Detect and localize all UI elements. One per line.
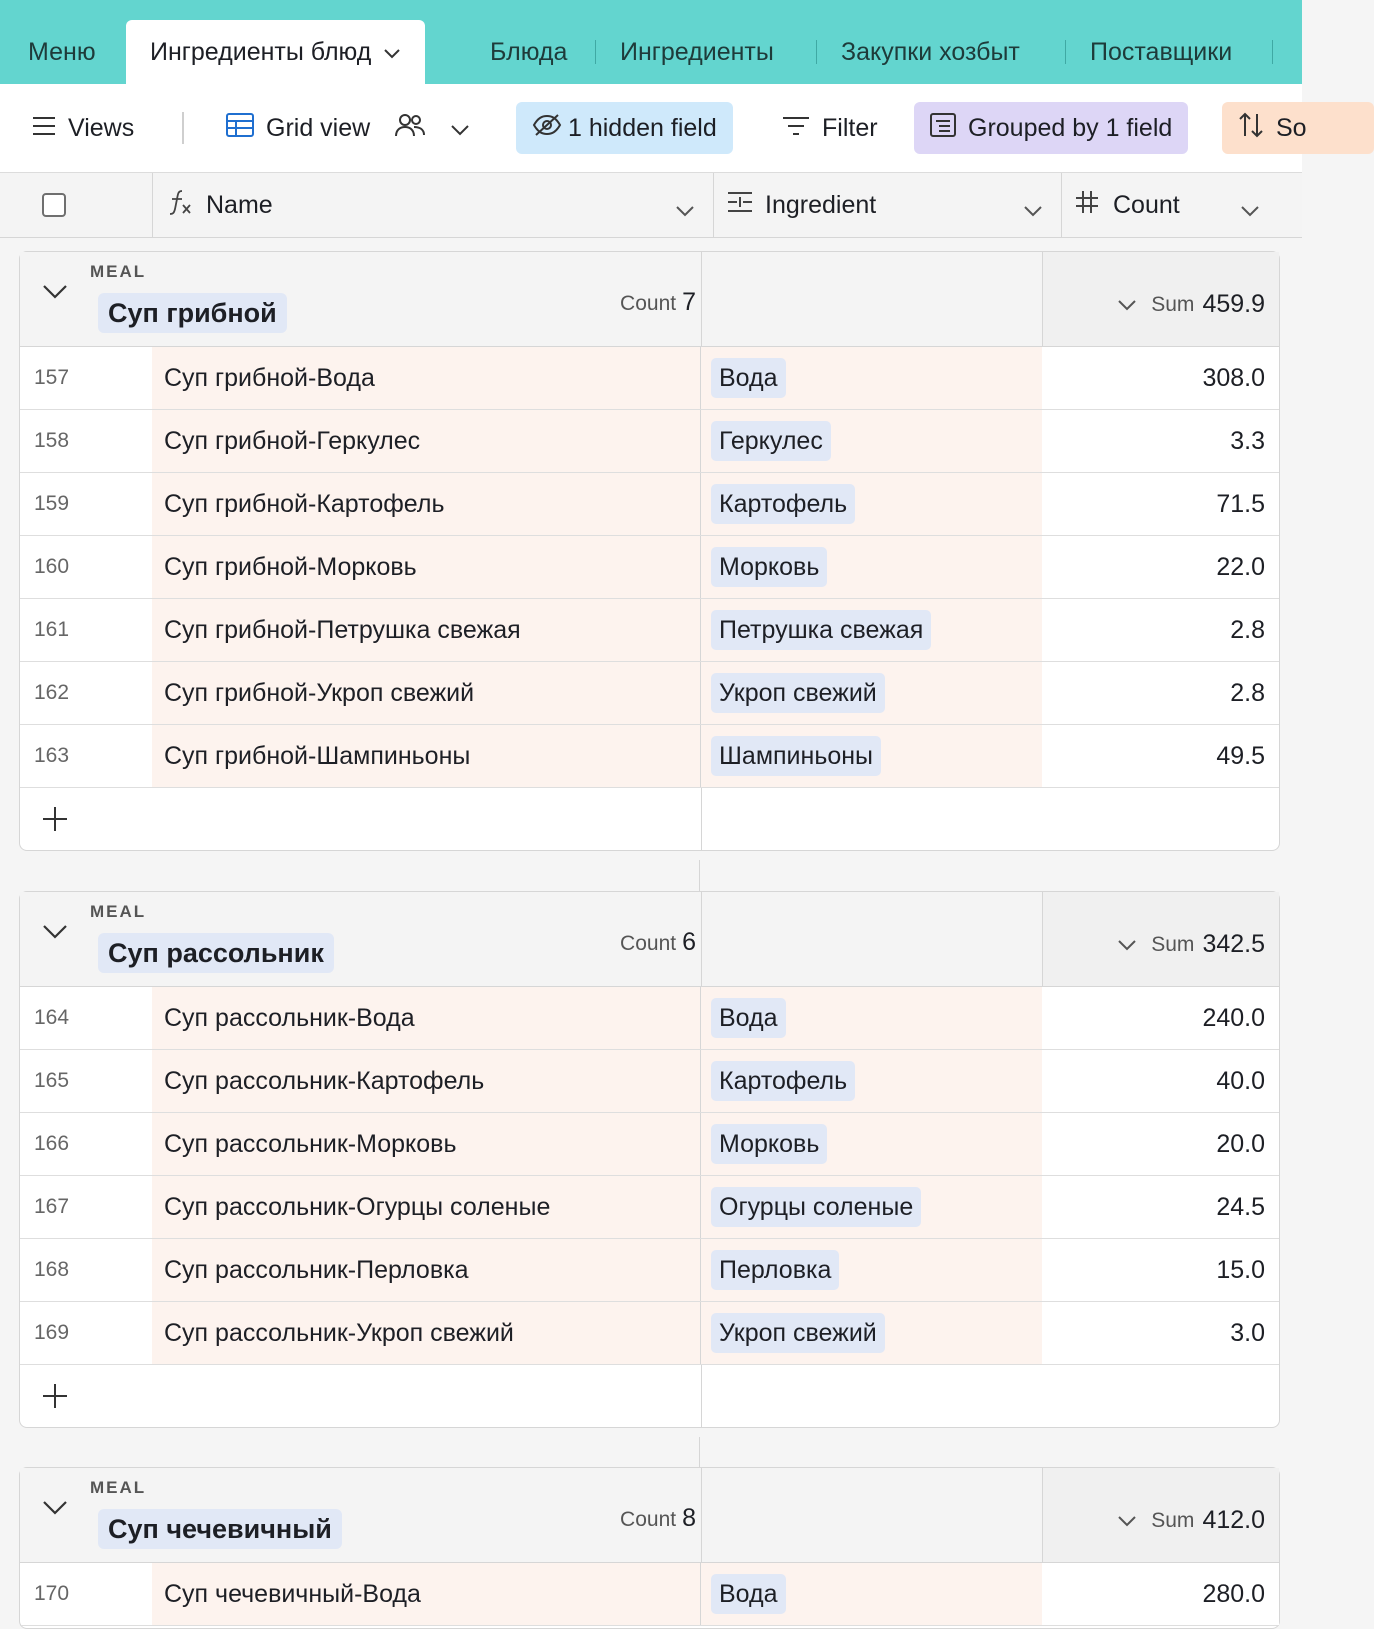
row-number: 166 bbox=[34, 1132, 70, 1155]
row-number: 157 bbox=[34, 366, 70, 389]
count-cell[interactable]: 2.8 bbox=[1042, 662, 1279, 724]
tab-purchases[interactable] bbox=[841, 20, 1020, 84]
chevron-down-icon[interactable] bbox=[675, 195, 695, 224]
ingredient-cell[interactable] bbox=[701, 725, 1042, 787]
ingredient-cell[interactable] bbox=[701, 1302, 1042, 1364]
views-button[interactable] bbox=[32, 102, 134, 154]
chevron-down-icon bbox=[1117, 1515, 1137, 1527]
hamburger-icon bbox=[32, 114, 56, 143]
table-row[interactable] bbox=[20, 1113, 1279, 1176]
tab-ingredients[interactable] bbox=[620, 20, 774, 84]
group-button[interactable] bbox=[914, 102, 1188, 154]
sort-icon bbox=[1238, 112, 1264, 145]
column-label: Count bbox=[1113, 190, 1180, 219]
add-record-row[interactable] bbox=[20, 788, 1279, 850]
number-icon bbox=[1075, 190, 1099, 221]
chevron-down-icon[interactable] bbox=[42, 924, 68, 945]
name-cell[interactable]: Суп рассольник-Укроп свежий bbox=[152, 1302, 701, 1364]
sum-label: Sum bbox=[1151, 292, 1195, 316]
column-header-ingredient[interactable] bbox=[713, 173, 1061, 237]
record-group bbox=[19, 251, 1280, 851]
hidden-fields-label: 1 hidden field bbox=[568, 113, 717, 142]
name-cell[interactable]: Суп рассольник-Картофель bbox=[152, 1050, 701, 1112]
count-cell[interactable]: 40.0 bbox=[1042, 1050, 1279, 1112]
ingredient-cell[interactable] bbox=[701, 473, 1042, 535]
name-cell[interactable]: Суп грибной-Вода bbox=[152, 347, 701, 409]
chevron-down-icon[interactable] bbox=[42, 284, 68, 305]
name-cell[interactable]: Суп грибной-Шампиньоны bbox=[152, 725, 701, 787]
group-label: Grouped by 1 field bbox=[968, 113, 1173, 142]
column-divider bbox=[701, 252, 702, 346]
table-row[interactable] bbox=[20, 1563, 1279, 1626]
filter-button[interactable] bbox=[782, 102, 878, 154]
ingredient-cell[interactable] bbox=[701, 536, 1042, 598]
add-record-row[interactable] bbox=[20, 1365, 1279, 1427]
table-row[interactable] bbox=[20, 662, 1279, 725]
tab-dish-ingredients[interactable] bbox=[126, 20, 425, 84]
count-cell[interactable]: 24.5 bbox=[1042, 1176, 1279, 1238]
tab-label: Блюда bbox=[490, 37, 568, 66]
name-cell[interactable]: Суп чечевичный-Вода bbox=[152, 1563, 701, 1625]
chevron-down-icon bbox=[1117, 299, 1137, 311]
ingredient-chip[interactable]: Петрушка свежая bbox=[711, 610, 931, 650]
group-field-label: MEAL bbox=[90, 902, 147, 921]
ingredient-chip[interactable]: Морковь bbox=[711, 1124, 827, 1164]
column-divider bbox=[701, 1365, 702, 1427]
group-sum[interactable] bbox=[1117, 930, 1265, 959]
row-number: 167 bbox=[34, 1195, 70, 1218]
row-number: 160 bbox=[34, 555, 70, 578]
group-header[interactable] bbox=[20, 1468, 1279, 1563]
hidden-fields-button[interactable] bbox=[516, 102, 733, 154]
formula-icon bbox=[168, 189, 194, 222]
filter-label: Filter bbox=[822, 113, 878, 142]
ingredient-cell[interactable] bbox=[701, 410, 1042, 472]
column-label: Name bbox=[206, 190, 273, 219]
ingredient-cell[interactable] bbox=[701, 1239, 1042, 1301]
ingredient-chip[interactable]: Геркулес bbox=[711, 421, 831, 461]
group-sum[interactable] bbox=[1117, 290, 1265, 319]
count-cell[interactable]: 20.0 bbox=[1042, 1113, 1279, 1175]
tab-menu[interactable] bbox=[28, 20, 96, 84]
views-label: Views bbox=[68, 113, 135, 142]
row-number: 163 bbox=[34, 744, 70, 767]
name-cell[interactable]: Суп грибной-Петрушка свежая bbox=[152, 599, 701, 661]
row-number: 165 bbox=[34, 1069, 70, 1092]
name-cell[interactable]: Суп грибной-Укроп свежий bbox=[152, 662, 701, 724]
column-header-name[interactable] bbox=[152, 173, 713, 237]
group-count bbox=[620, 1504, 696, 1533]
chevron-down-icon[interactable] bbox=[450, 114, 470, 143]
ingredient-cell[interactable] bbox=[701, 987, 1042, 1049]
group-field-label: MEAL bbox=[90, 1478, 147, 1497]
table-row[interactable] bbox=[20, 599, 1279, 662]
row-number: 170 bbox=[34, 1582, 70, 1605]
table-row[interactable] bbox=[20, 725, 1279, 788]
table-row[interactable] bbox=[20, 1302, 1279, 1365]
table-row[interactable] bbox=[20, 1239, 1279, 1302]
tab-label: Закупки хозбыт bbox=[841, 37, 1020, 66]
count-cell[interactable]: 22.0 bbox=[1042, 536, 1279, 598]
table-row[interactable] bbox=[20, 536, 1279, 599]
ingredient-cell[interactable] bbox=[701, 347, 1042, 409]
ingredient-chip[interactable]: Укроп свежий bbox=[711, 673, 885, 713]
ingredient-cell[interactable] bbox=[701, 662, 1042, 724]
group-header[interactable] bbox=[20, 892, 1279, 987]
ingredient-cell[interactable] bbox=[701, 599, 1042, 661]
chevron-down-icon[interactable] bbox=[1023, 195, 1043, 224]
tab-separator bbox=[1065, 40, 1066, 64]
ingredient-chip[interactable]: Вода bbox=[711, 1574, 786, 1614]
count-cell[interactable]: 308.0 bbox=[1042, 347, 1279, 409]
column-divider bbox=[701, 788, 702, 850]
row-number: 169 bbox=[34, 1321, 70, 1344]
row-number: 158 bbox=[34, 429, 70, 452]
ingredient-chip[interactable]: Вода bbox=[711, 998, 786, 1038]
tab-dishes[interactable] bbox=[490, 20, 567, 84]
ingredient-chip[interactable]: Перловка bbox=[711, 1250, 839, 1290]
ingredient-cell[interactable] bbox=[701, 1113, 1042, 1175]
grid-view-button[interactable] bbox=[226, 102, 470, 154]
ingredient-chip[interactable]: Картофель bbox=[711, 1061, 855, 1101]
count-cell[interactable]: 240.0 bbox=[1042, 987, 1279, 1049]
tab-label: Ингредиенты блюд bbox=[150, 37, 372, 66]
chevron-down-icon bbox=[1117, 939, 1137, 951]
count-label: Count bbox=[620, 932, 677, 955]
group-list-icon bbox=[930, 113, 956, 144]
sort-label: So bbox=[1276, 113, 1307, 142]
record-group bbox=[19, 1467, 1280, 1629]
ingredient-chip[interactable]: Шампиньоны bbox=[711, 736, 881, 776]
chevron-down-icon[interactable] bbox=[42, 1500, 68, 1521]
grid-icon bbox=[226, 113, 254, 144]
group-field-label: MEAL bbox=[90, 262, 147, 281]
row-number: 168 bbox=[34, 1258, 70, 1281]
count-value: 6 bbox=[682, 928, 696, 956]
column-divider bbox=[701, 892, 702, 986]
chevron-down-icon[interactable] bbox=[383, 38, 401, 67]
row-number: 161 bbox=[34, 618, 70, 641]
name-cell[interactable]: Суп рассольник-Перловка bbox=[152, 1239, 701, 1301]
table-row[interactable] bbox=[20, 1176, 1279, 1239]
group-count bbox=[620, 288, 696, 317]
tab-separator bbox=[816, 40, 817, 64]
count-value: 7 bbox=[682, 288, 696, 316]
name-cell[interactable]: Суп грибной-Геркулес bbox=[152, 410, 701, 472]
table-row[interactable] bbox=[20, 473, 1279, 536]
sum-label: Sum bbox=[1151, 1508, 1195, 1532]
name-cell[interactable]: Суп рассольник-Вода bbox=[152, 987, 701, 1049]
count-value: 8 bbox=[682, 1504, 696, 1532]
ingredient-cell[interactable] bbox=[701, 1563, 1042, 1625]
count-cell[interactable]: 15.0 bbox=[1042, 1239, 1279, 1301]
collaborators-icon bbox=[394, 112, 426, 145]
chevron-down-icon[interactable] bbox=[1240, 195, 1260, 224]
ingredient-cell[interactable] bbox=[701, 1050, 1042, 1112]
group-count bbox=[620, 928, 696, 957]
row-number: 162 bbox=[34, 681, 70, 704]
group-name: Суп рассольник bbox=[98, 933, 334, 973]
ingredient-chip[interactable]: Морковь bbox=[711, 547, 827, 587]
column-label: Ingredient bbox=[765, 190, 877, 219]
table-tab-bar bbox=[0, 0, 1302, 84]
table-row[interactable] bbox=[20, 987, 1279, 1050]
name-cell[interactable]: Суп грибной-Картофель bbox=[152, 473, 701, 535]
grid-view-label: Grid view bbox=[266, 113, 371, 142]
column-header-count[interactable] bbox=[1061, 173, 1278, 237]
tab-separator bbox=[595, 40, 596, 64]
ingredient-cell[interactable] bbox=[701, 1176, 1042, 1238]
column-divider bbox=[699, 1437, 700, 1468]
group-name: Суп чечевичный bbox=[98, 1509, 342, 1549]
filter-icon bbox=[782, 114, 810, 143]
tab-label: Меню bbox=[28, 37, 96, 66]
select-all-checkbox[interactable] bbox=[42, 193, 66, 217]
count-cell[interactable]: 2.8 bbox=[1042, 599, 1279, 661]
record-group bbox=[19, 891, 1280, 1428]
link-field-icon bbox=[727, 191, 753, 220]
ingredient-chip[interactable]: Укроп свежий bbox=[711, 1313, 885, 1353]
tab-label: Ингредиенты bbox=[620, 37, 774, 66]
plus-icon[interactable] bbox=[42, 1383, 68, 1414]
group-name: Суп грибной bbox=[98, 293, 287, 333]
row-number: 164 bbox=[34, 1006, 70, 1029]
table-row[interactable] bbox=[20, 1050, 1279, 1113]
ingredient-chip[interactable]: Огурцы соленые bbox=[711, 1187, 921, 1227]
sum-value: 459.9 bbox=[1202, 290, 1265, 318]
name-cell[interactable]: Суп рассольник-Огурцы соленые bbox=[152, 1176, 701, 1238]
name-cell[interactable]: Суп рассольник-Морковь bbox=[152, 1113, 701, 1175]
sort-button[interactable] bbox=[1222, 102, 1374, 154]
name-cell[interactable]: Суп грибной-Морковь bbox=[152, 536, 701, 598]
tab-label: Поставщики bbox=[1090, 37, 1233, 66]
count-cell[interactable]: 3.0 bbox=[1042, 1302, 1279, 1364]
view-toolbar bbox=[0, 84, 1307, 173]
column-header-row bbox=[0, 173, 1302, 238]
count-label: Count bbox=[620, 292, 677, 315]
eye-off-icon bbox=[532, 113, 562, 144]
tab-separator bbox=[1272, 40, 1273, 64]
column-divider bbox=[701, 1468, 702, 1562]
table-row[interactable] bbox=[20, 347, 1279, 410]
toolbar-divider bbox=[182, 112, 184, 144]
tab-suppliers[interactable] bbox=[1090, 20, 1232, 84]
count-label: Count bbox=[620, 1508, 677, 1531]
count-cell[interactable]: 3.3 bbox=[1042, 410, 1279, 472]
group-sum[interactable] bbox=[1117, 1506, 1265, 1535]
table-row[interactable] bbox=[20, 410, 1279, 473]
sum-value: 412.0 bbox=[1202, 1506, 1265, 1534]
count-cell[interactable]: 49.5 bbox=[1042, 725, 1279, 787]
count-cell[interactable]: 71.5 bbox=[1042, 473, 1279, 535]
count-cell[interactable]: 280.0 bbox=[1042, 1563, 1279, 1625]
group-header[interactable] bbox=[20, 252, 1279, 347]
column-divider bbox=[699, 860, 700, 891]
row-number: 159 bbox=[34, 492, 70, 515]
sum-label: Sum bbox=[1151, 932, 1195, 956]
plus-icon[interactable] bbox=[42, 806, 68, 837]
ingredient-chip[interactable]: Картофель bbox=[711, 484, 855, 524]
sum-value: 342.5 bbox=[1202, 930, 1265, 958]
ingredient-chip[interactable]: Вода bbox=[711, 358, 786, 398]
